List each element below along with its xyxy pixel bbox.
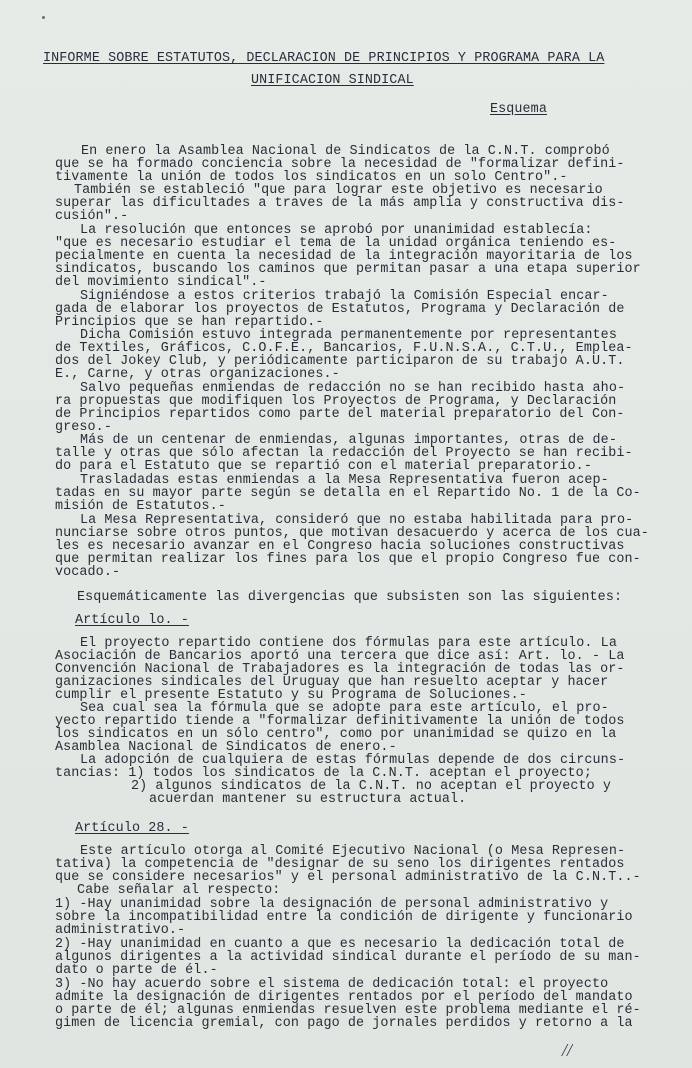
body-text-line: que se considere necesarios" y el personal administrativo de la C.N.T..-	[55, 870, 641, 885]
body-text-line: E., Carne, y otras organizaciones.-	[55, 367, 340, 382]
body-text-line: Signiéndose a estos criterios trabajó la Comisión Especial encar-	[80, 289, 609, 304]
body-text-line: La resolución que entonces se aprobó por unanimidad establecía:	[80, 223, 593, 238]
body-text-line: Sea cual sea la fórmula que se adopte para este artículo, el pro-	[80, 701, 609, 716]
body-text-line: misión de Estatutos.-	[55, 499, 226, 514]
body-text-line: cusión".-	[55, 209, 129, 224]
body-text-line: yecto repartido tiende a "formalizar definitivamente la unión de todos	[55, 714, 625, 729]
body-text-line: ra propuestas que modifiquen los Proyectos de Programa, y Declaración	[55, 394, 617, 409]
body-text-line: dos del Jokey Club, y periódicamente participaron de su trabajo A.U.T.	[55, 354, 625, 369]
title-line-1: INFORME SOBRE ESTATUTOS, DECLARACION DE PRINCIPIOS Y PROGRAMA PARA LA	[43, 51, 605, 66]
title-line-2: UNIFICACION SINDICAL	[251, 73, 414, 88]
body-text-line: Este artículo otorga al Comité Ejecutivo Nacional (o Mesa Represen-	[80, 844, 626, 859]
body-text-line: dato o parte de él.-	[55, 963, 218, 978]
body-text-line: vocado.-	[55, 565, 121, 580]
body-text-line: sobre la incompatibilidad entre la condición de dirigente y funcionario	[55, 910, 633, 925]
body-text-line: La Mesa Representativa, consideró que no estaba habilitada para pro-	[80, 513, 634, 528]
body-text-line: admite la designación de dirigentes rentados por el período del mandato	[55, 990, 633, 1005]
body-text-line: En enero la Asamblea Nacional de Sindicatos de la C.N.T. comprobó	[81, 144, 610, 159]
body-text-line: Esquemáticamente las divergencias que subsisten son las siguientes:	[77, 590, 623, 605]
body-text-line: del movimiento sindical".-	[55, 275, 267, 290]
body-text-line: Dicha Comisión estuvo integrada permanentemente por representantes	[80, 328, 617, 343]
body-text-line: Más de un centenar de enmiendas, algunas importantes, otras de de-	[80, 433, 617, 448]
body-text-line: tativa) la competencia de "designar de su seno los dirigentes rentados	[55, 857, 625, 872]
body-text-line: Salvo pequeñas enmiendas de redacción no se han recibido hasta aho-	[80, 381, 626, 396]
body-text-line: Asamblea Nacional de Sindicatos de enero.-	[55, 740, 397, 755]
body-text-line: greso.-	[55, 420, 112, 435]
body-text-line: tivamente la unión de todos los sindicatos en un solo Centro".-	[55, 170, 568, 185]
body-text-line: de Textiles, Gráficos, C.O.F.E., Bancarios, F.U.N.S.A., C.T.U., Emplea-	[55, 341, 633, 356]
page-continuation-mark: //	[562, 1040, 573, 1060]
section-heading: Esquema	[490, 102, 547, 117]
body-text-line: 1) -Hay unanimidad sobre la designación de personal administrativo y	[55, 897, 609, 912]
body-text-line: tadas en su mayor parte según se detalla en el Repartido No. 1 de la Co-	[55, 486, 641, 501]
body-text-line: les es necesario avanzar en el Congreso hacia soluciones constructivas	[55, 539, 625, 554]
body-text-line: Asociación de Bancarios aportó una tercera que dice así: Art. lo. - La	[55, 649, 625, 664]
body-text-line: algunos dirigentes a la actividad sindical durante el período de su man-	[55, 950, 641, 965]
article-heading: Artículo lo. -	[75, 613, 189, 628]
body-text-line: También se estableció "que para lograr este objetivo es necesario	[74, 183, 603, 198]
body-text-line: administrativo.-	[55, 923, 186, 938]
body-text-line: cumplir el presente Estatuto y su Programa de Soluciones.-	[55, 688, 527, 703]
body-text-line: gimen de licencia gremial, con pago de jornales perdidos y retorno a la	[55, 1016, 633, 1031]
body-text-line: acuerdan mantener su estructura actual.	[149, 792, 467, 807]
article-heading: Artículo 28. -	[75, 821, 189, 836]
body-text-line: Convención Nacional de Trabajadores es la integración de todas las or-	[55, 662, 625, 677]
body-text-line: 2) algunos sindicatos de la C.N.T. no aceptan el proyecto y	[131, 779, 612, 794]
body-text-line: superar las dificultades a traves de la más amplia y constructiva dis-	[55, 196, 625, 211]
body-text-line: "que es necesario estudiar el tema de la unidad orgánica teniendo es-	[55, 236, 617, 251]
body-text-line: o parte de él; algunas enmiendas resuelven este problema mediante el ré-	[55, 1003, 641, 1018]
body-text-line: 3) -No hay acuerdo sobre el sistema de dedicación total: el proyecto	[55, 977, 609, 992]
body-text-line: los sindicatos en un sólo centro", como por unanimidad se quizo en la	[55, 727, 617, 742]
body-text-line: gada de elaborar los proyectos de Estatutos, Programa y Declaración de	[55, 302, 625, 317]
body-text-line: que permitan realizar los fines para los que el propio Congreso fue con-	[55, 552, 641, 567]
body-text-line: Trasladadas estas enmiendas a la Mesa Representativa fueron acep-	[80, 473, 609, 488]
body-text-line: de Principios repartidos como parte del material preparatorio del Con-	[55, 407, 625, 422]
body-text-line: Principios que se han repartido.-	[55, 315, 324, 330]
paper-speck	[42, 16, 45, 19]
body-text-line: ganizaciones sindicales del Uruguay que han resuelto aceptar y hacer	[55, 675, 609, 690]
body-text-line: tancias: 1) todos los sindicatos de la C.N.T. aceptan el proyecto;	[55, 766, 592, 781]
body-text-line: que se ha formado conciencia sobre la necesidad de "formalizar defini-	[55, 157, 625, 172]
body-text-line: La adopción de cualquiera de estas fórmulas depende de dos circuns-	[80, 753, 626, 768]
body-text-line: El proyecto repartido contiene dos fórmulas para este artículo. La	[80, 636, 617, 651]
body-text-line: nunciarse sobre otros puntos, que motivan desacuerdo y acerca de los cua-	[55, 526, 649, 541]
body-text-line: Cabe señalar al respecto:	[77, 883, 281, 898]
body-text-line: do para el Estatuto que se repartió con el material preparatorio.-	[55, 459, 592, 474]
body-text-line: sindicatos, buscando los caminos que permitan pasar a una etapa superior	[55, 262, 641, 277]
body-text-line: pecialmente en cuenta la necesidad de la integración mayoritaria de los	[55, 249, 633, 264]
body-text-line: 2) -Hay unanimidad en cuanto a que es necesario la dedicación total de	[55, 937, 625, 952]
body-text-line: talle y otras que sólo afectan la redacción del Proyecto se han recibi-	[55, 446, 633, 461]
